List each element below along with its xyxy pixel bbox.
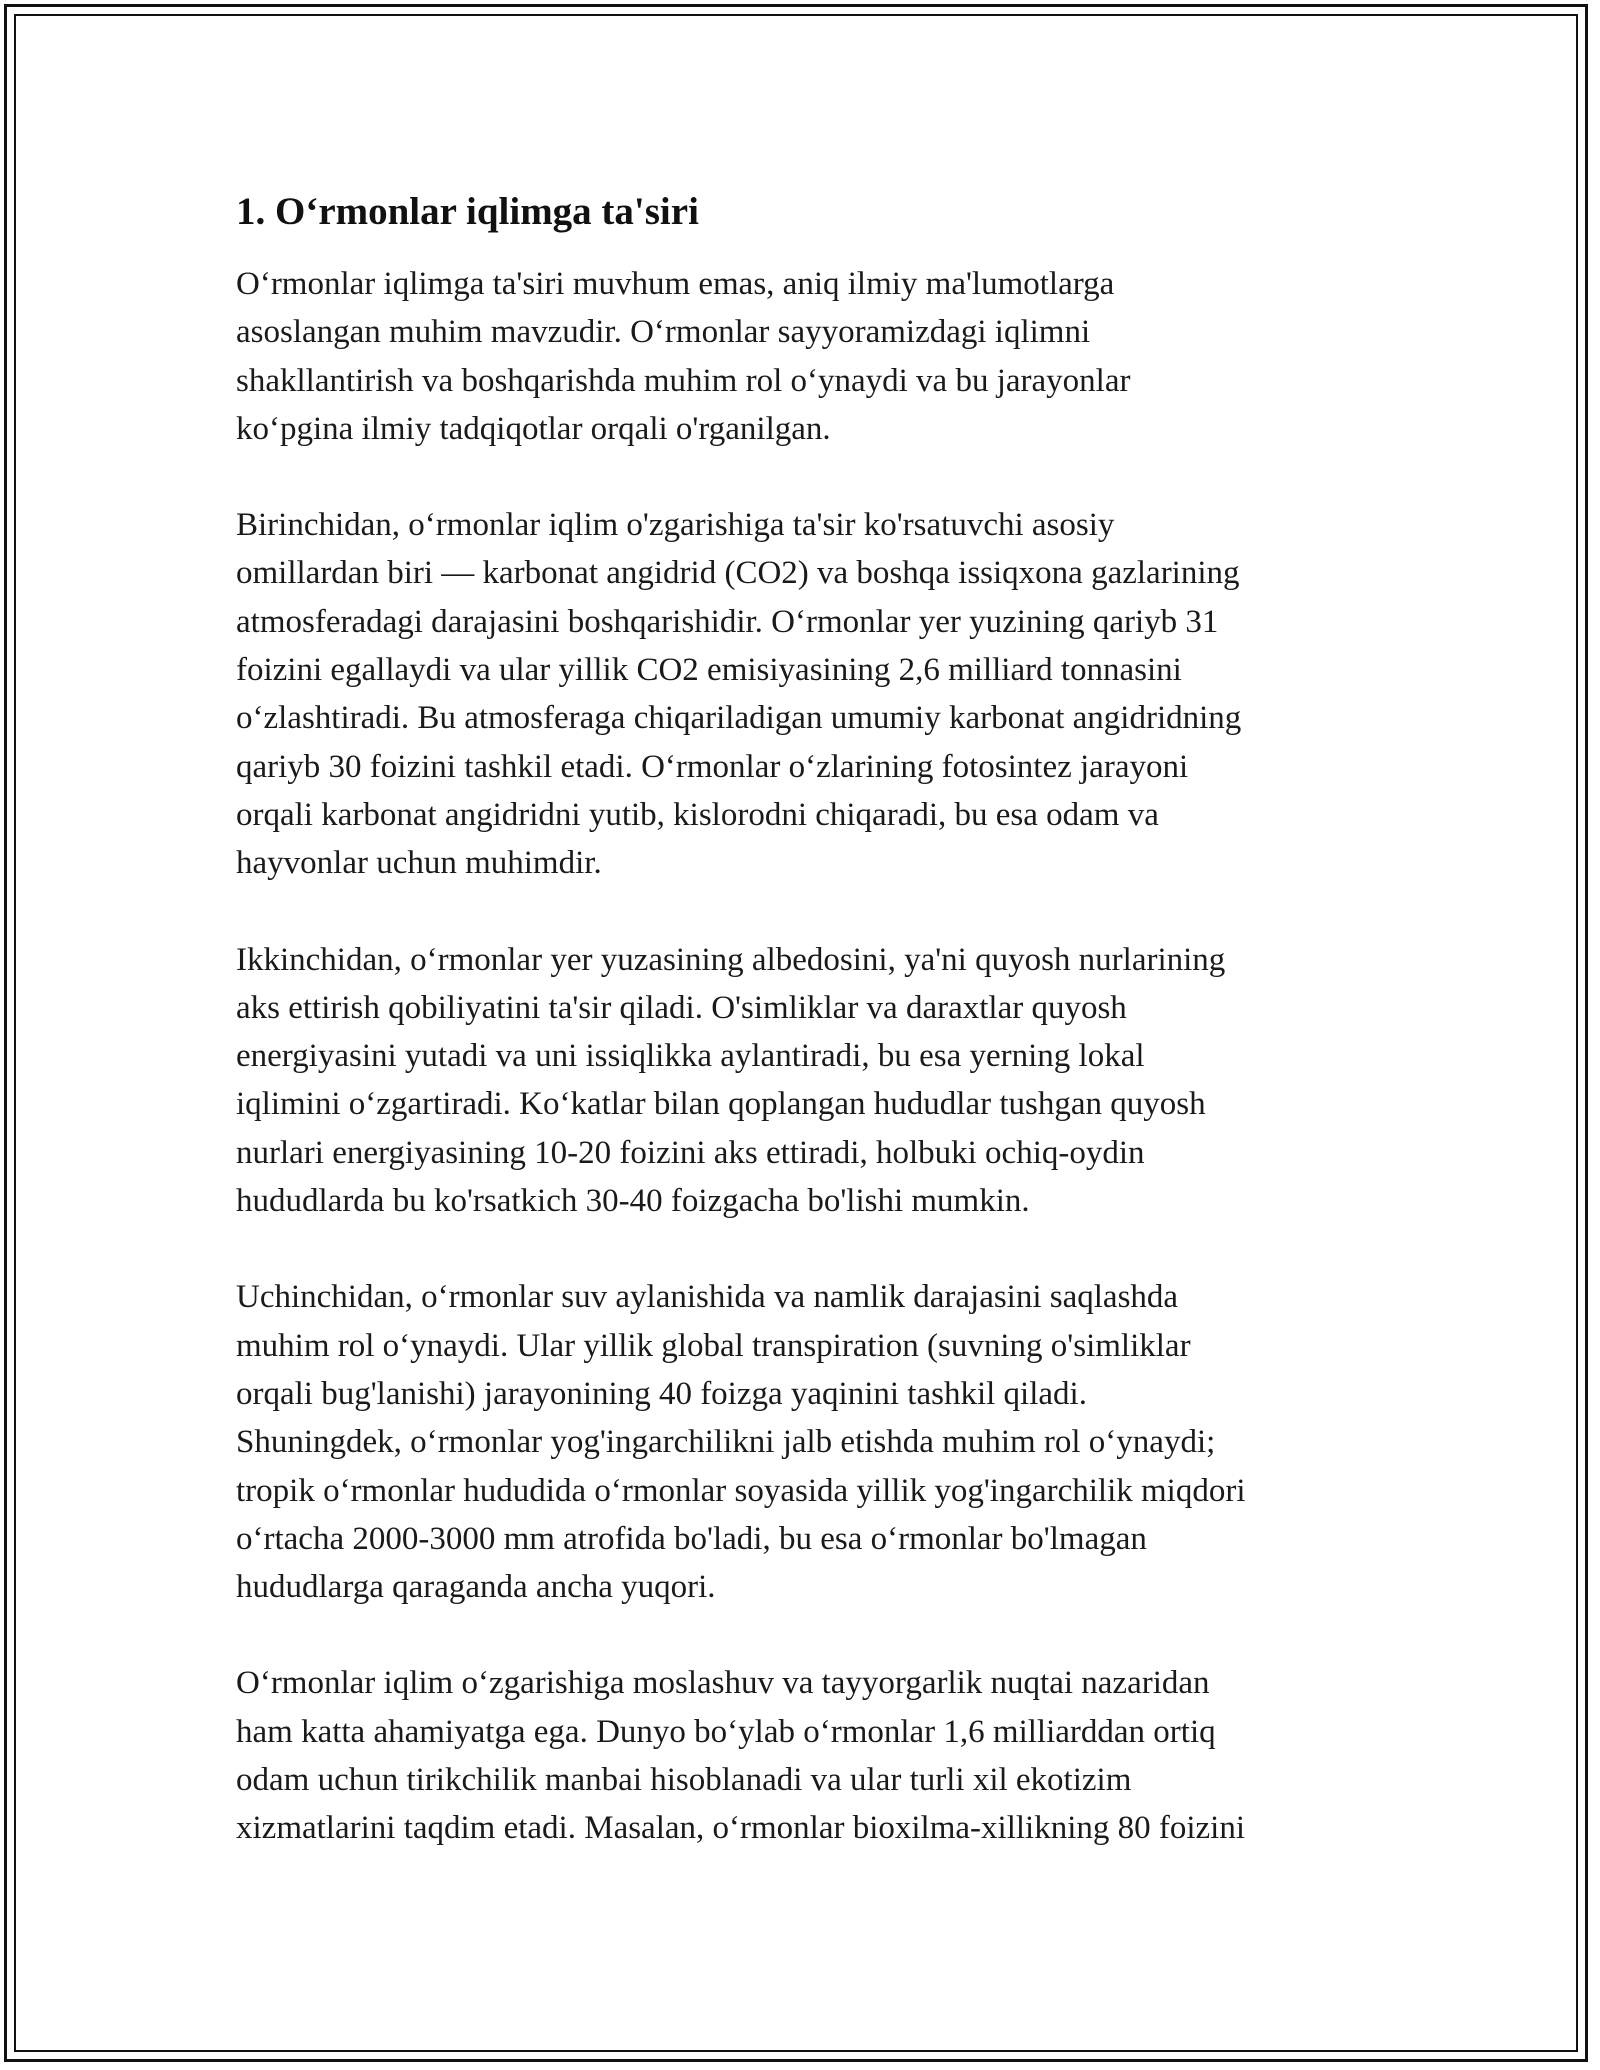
paragraph-fourth [236, 1659, 1386, 1852]
text-line: asoslangan muhim mavzudir. O‘rmonlar sayyoramizdagi iqlimni [236, 314, 1091, 351]
section-heading: 1. O‘rmonlar iqlimga ta'siri [236, 190, 699, 233]
text-line: o‘rtacha 2000-3000 mm atrofida bo'ladi, bu esa o‘rmonlar bo'lmagan [236, 1520, 1147, 1557]
paragraph-second [236, 936, 1386, 1226]
text-line: Ikkinchidan, o‘rmonlar yer yuzasining albedosini, ya'ni quyosh nurlarining [236, 941, 1226, 978]
text-line: ham katta ahamiyatga ega. Dunyo bo‘ylab o‘rmonlar 1,6 milliarddan ortiq [236, 1713, 1216, 1750]
text-line: hayvonlar uchun muhimdir. [236, 845, 602, 882]
text-line: ko‘pgina ilmiy tadqiqotlar orqali o'rganilgan. [236, 410, 831, 447]
text-line: o‘zlashtiradi. Bu atmosferaga chiqariladigan umumiy karbonat angidridning [236, 700, 1242, 737]
text-line: Birinchidan, o‘rmonlar iqlim o'zgarishiga ta'sir ko'rsatuvchi asosiy [236, 507, 1115, 544]
text-line: muhim rol o‘ynaydi. Ular yillik global transpiration (suvning o'simliklar [236, 1327, 1191, 1364]
text-line: Uchinchidan, o‘rmonlar suv aylanishida va namlik darajasini saqlashda [236, 1279, 1179, 1316]
text-line: qariyb 30 foizini tashkil etadi. O‘rmonlar o‘zlarining fotosintez jarayoni [236, 748, 1189, 785]
text-line: omillardan biri — karbonat angidrid (CO2) va boshqa issiqxona gazlarining [236, 555, 1240, 592]
text-line: aks ettirish qobiliyatini ta'sir qiladi. O'simliklar va daraxtlar quyosh [236, 989, 1127, 1026]
text-line: orqali bug'lanishi) jarayonining 40 foizga yaqinini tashkil qiladi. [236, 1375, 1087, 1412]
paragraph-third [236, 1273, 1386, 1611]
paragraph-intro [236, 260, 1386, 453]
document-content [236, 184, 1386, 1901]
text-line: shakllantirish va boshqarishda muhim rol o‘ynaydi va bu jarayonlar [236, 362, 1131, 399]
text-line: O‘rmonlar iqlim o‘zgarishiga moslashuv va tayyorgarlik nuqtai nazaridan [236, 1665, 1210, 1702]
text-line: Shuningdek, o‘rmonlar yog'ingarchilikni jalb etishda muhim rol o‘ynaydi; [236, 1424, 1216, 1461]
text-line: atmosferadagi darajasini boshqarishidir. O‘rmonlar yer yuzining qariyb 31 [236, 603, 1219, 640]
paragraph-first [236, 501, 1386, 887]
text-line: nurlari energiyasining 10-20 foizini aks ettiradi, holbuki ochiq-oydin [236, 1134, 1145, 1171]
text-line: odam uchun tirikchilik manbai hisoblanadi va ular turli xil ekotizim [236, 1762, 1132, 1799]
text-line: hududlarda bu ko'rsatkich 30-40 foizgacha bo'lishi mumkin. [236, 1183, 1030, 1220]
text-line: hududlarga qaraganda ancha yuqori. [236, 1569, 716, 1606]
text-line: xizmatlarini taqdim etadi. Masalan, o‘rmonlar bioxilma-xillikning 80 foizini [236, 1810, 1246, 1847]
text-line: iqlimini o‘zgartiradi. Ko‘katlar bilan qoplangan hududlar tushgan quyosh [236, 1086, 1206, 1123]
text-line: tropik o‘rmonlar hududida o‘rmonlar soyasida yillik yog'ingarchilik miqdori [236, 1472, 1246, 1509]
text-line: orqali karbonat angidridni yutib, kislorodni chiqaradi, bu esa odam va [236, 796, 1159, 833]
text-line: O‘rmonlar iqlimga ta'siri muvhum emas, aniq ilmiy ma'lumotlarga [236, 266, 1115, 302]
text-line: energiyasini yutadi va uni issiqlikka aylantiradi, bu esa yerning lokal [236, 1038, 1145, 1075]
text-line: foizini egallaydi va ular yillik CO2 emisiyasining 2,6 milliard tonnasini [236, 652, 1182, 689]
